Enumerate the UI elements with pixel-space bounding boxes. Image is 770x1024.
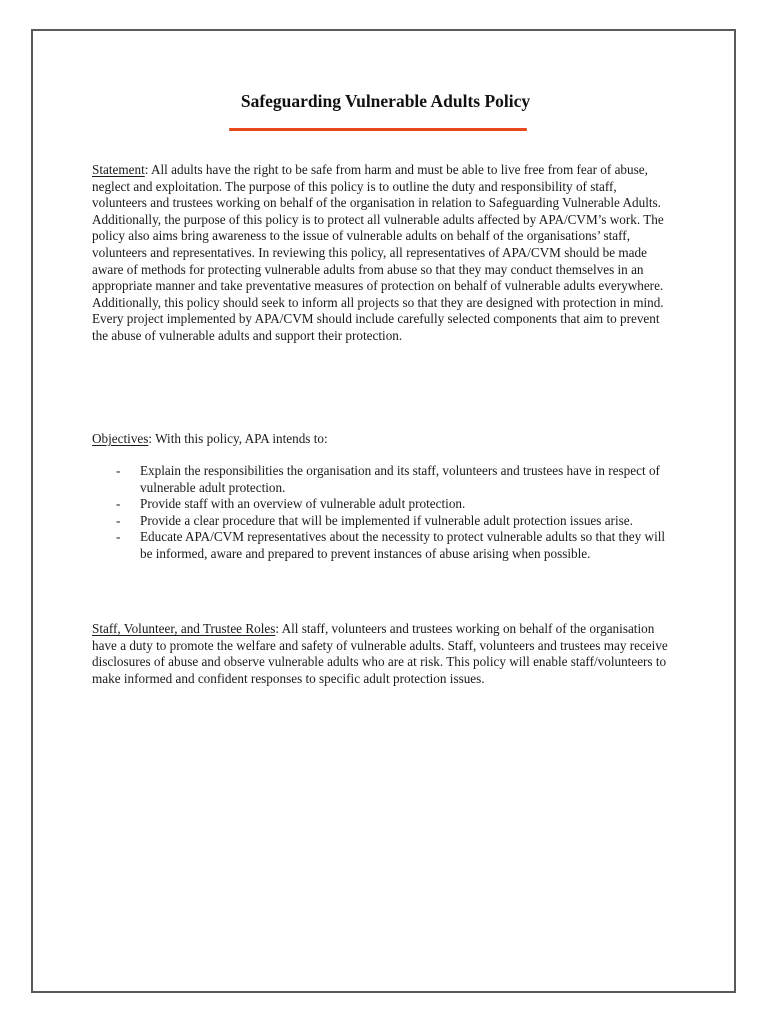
list-item <box>92 529 677 562</box>
objectives-paragraph <box>92 431 670 448</box>
roles-text: : All staff, volunteers and trustees working on behalf of the organisation have a duty to promote the welfare and safety of vulnerable adults. Staff, volunteers and trustees may receive disclosures of abuse and observe vulnerable adults who are at risk. This policy will enable staff/volunteers to make informed and confident responses to specific adult protection issues. <box>92 621 668 686</box>
objectives-heading: Objectives <box>92 431 149 446</box>
bullet-dash: - <box>116 512 121 528</box>
title-underline-rule <box>229 128 527 131</box>
bullet-dash: - <box>116 529 121 545</box>
list-item-text: Provide staff with an overview of vulnerable adult protection. <box>140 496 466 512</box>
objectives-intro-text: : With this policy, APA intends to: <box>148 431 328 446</box>
document-page <box>31 29 736 993</box>
statement-heading: Statement <box>92 162 145 177</box>
list-item <box>92 513 677 530</box>
bullet-dash: - <box>116 496 121 512</box>
objectives-list <box>92 463 677 563</box>
list-item-text: Provide a clear procedure that will be implemented if vulnerable adult protection issues arise. <box>140 512 633 528</box>
roles-paragraph <box>92 621 670 687</box>
statement-paragraph <box>92 162 670 345</box>
list-item <box>92 496 677 513</box>
statement-text: : All adults have the right to be safe from harm and must be able to live free from fear of abuse, neglect and exploitation. The purpose of this policy is to outline the duty and responsibility of staff, volunteers and trustees working on behalf of the organisation in relation to Safeguarding Vulnerable Adults. Additionally, the purpose of this policy is to protect all vulnerable adults affected by APA/CVM’s work. The policy also aims bring awareness to the issue of vulnerable adults on behalf of the organisations’ staff, volunteers and representatives. In reviewing this policy, all representatives of APA/CVM should be made aware of methods for protecting vulnerable adults from abuse so that they may conduct themselves in an appropriate manner and take preventative measures of protection on behalf of vulnerable adults everywhere. Additionally, this policy should seek to inform all projects so that they are designed with protection in mind. Every project implemented by APA/CVM should include carefully selected components that aim to prevent the abuse of vulnerable adults and support their protection. <box>92 162 664 343</box>
page-title: Safeguarding Vulnerable Adults Policy <box>240 91 531 111</box>
list-item <box>92 463 677 496</box>
list-item-text: Explain the responsibilities the organisation and its staff, volunteers and trustees have in respect of vulnerable adult protection. <box>140 463 660 495</box>
roles-heading: Staff, Volunteer, and Trustee Roles <box>92 621 276 636</box>
bullet-dash: - <box>116 463 121 478</box>
list-item-text: Educate APA/CVM representatives about the necessity to protect vulnerable adults so that they will be informed, aware and prepared to prevent instances of abuse arising when possible. <box>140 529 666 561</box>
